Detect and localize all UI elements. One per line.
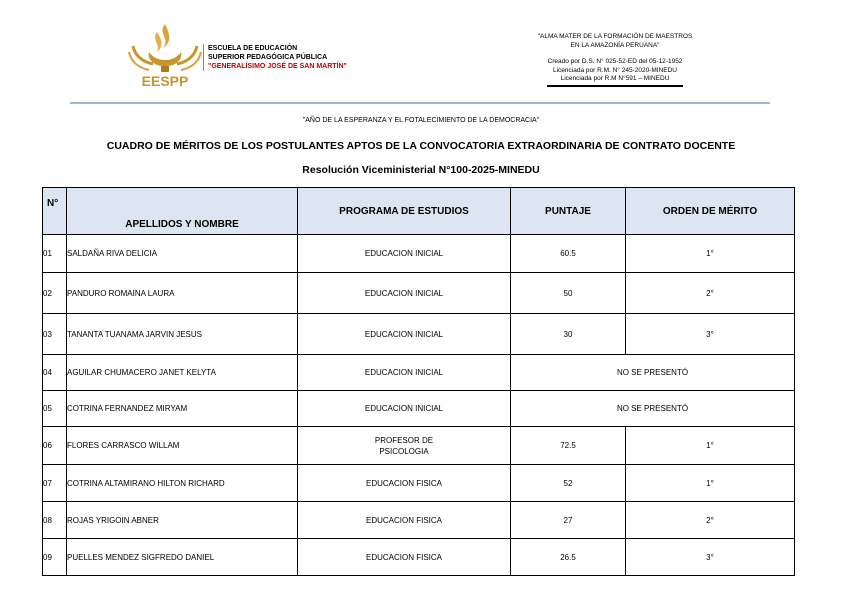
- table-row: [43, 391, 795, 427]
- document-subtitle: Resolución Viceministerial N°100-2025-MINEDU: [302, 164, 540, 176]
- row-puntaje: 50: [511, 273, 626, 314]
- row-puntaje: 27: [511, 502, 626, 539]
- table-row: [43, 273, 795, 314]
- row-programa: EDUCACION FISICA: [298, 502, 511, 539]
- row-status: NO SE PRESENTÓ: [511, 355, 795, 391]
- license-2: Licenciada por R.M N°591 – MINEDU: [547, 75, 684, 87]
- school-name-block: [203, 44, 347, 71]
- table-row: [43, 235, 795, 273]
- motto-line-2: EN LA AMAZONÍA PERUANA": [570, 41, 660, 49]
- row-num: 01: [43, 235, 67, 273]
- row-puntaje: 60.5: [511, 235, 626, 273]
- row-num: 03: [43, 314, 67, 355]
- table-row: [43, 314, 795, 355]
- table-row: [43, 539, 795, 576]
- row-nombre: FLORES CARRASCO WILLAM: [67, 427, 298, 465]
- row-orden: 2°: [626, 273, 795, 314]
- row-puntaje: 52: [511, 465, 626, 502]
- row-programa: EDUCACION INICIAL: [298, 314, 511, 355]
- table-row: [43, 502, 795, 539]
- merit-table: [42, 187, 795, 576]
- document-title: CUADRO DE MÉRITOS DE LOS POSTULANTES APTOS DE LA CONVOCATORIA EXTRAORDINARIA DE CONTRATO DOCENTE: [106, 140, 736, 152]
- row-nombre: COTRINA FERNANDEZ MIRYAM: [67, 391, 298, 427]
- row-programa: EDUCACION INICIAL: [298, 273, 511, 314]
- row-programa: [298, 427, 511, 465]
- row-programa-line1: PROFESOR DE: [374, 435, 434, 445]
- row-num: 08: [43, 502, 67, 539]
- table-row: [43, 355, 795, 391]
- row-orden: 1°: [626, 465, 795, 502]
- row-nombre: TANANTA TUANAMA JARVIN JESUS: [67, 314, 298, 355]
- row-programa: EDUCACION INICIAL: [298, 235, 511, 273]
- row-programa: EDUCACION INICIAL: [298, 391, 511, 427]
- row-num: 07: [43, 465, 67, 502]
- row-programa: EDUCACION INICIAL: [298, 355, 511, 391]
- row-orden: 1°: [626, 427, 795, 465]
- motto-line-1: "ALMA MATER DE LA FORMACIÓN DE MAESTROS: [537, 33, 693, 40]
- institution-logo: [127, 22, 203, 90]
- table-row: [43, 427, 795, 465]
- row-num: 05: [43, 391, 67, 427]
- row-num: 06: [43, 427, 67, 465]
- table-header-row: [43, 188, 795, 235]
- logo-text: EESPP: [141, 73, 189, 89]
- row-puntaje: 26.5: [511, 539, 626, 576]
- header-divider: [70, 102, 770, 104]
- header-nombre: APELLIDOS Y NOMBRE: [67, 188, 298, 235]
- row-nombre: PANDURO ROMAINA LAURA: [67, 273, 298, 314]
- row-nombre: SALDAÑA RIVA DELICIA: [67, 235, 298, 273]
- institution-info: [520, 33, 710, 87]
- row-orden: 3°: [626, 314, 795, 355]
- row-nombre: AGUILAR CHUMACERO JANET KELYTA: [67, 355, 298, 391]
- row-orden: 2°: [626, 502, 795, 539]
- row-num: 09: [43, 539, 67, 576]
- row-orden: 1°: [626, 235, 795, 273]
- year-motto: "AÑO DE LA ESPERANZA Y EL FOTALECIMIENTO DE LA DEMOCRACIA": [302, 117, 540, 124]
- row-num: 02: [43, 273, 67, 314]
- row-num: 04: [43, 355, 67, 391]
- header-programa: PROGRAMA DE ESTUDIOS: [298, 188, 511, 235]
- row-status: NO SE PRESENTÓ: [511, 391, 795, 427]
- row-puntaje: 30: [511, 314, 626, 355]
- table-row: [43, 465, 795, 502]
- row-programa-line2: PSICOLOGIA: [379, 446, 429, 456]
- school-name: "GENERALÍSIMO JOSÉ DE SAN MARTÍN": [208, 63, 347, 70]
- row-programa: EDUCACION FISICA: [298, 539, 511, 576]
- row-nombre: COTRINA ALTAMIRANO HILTON RICHARD: [67, 465, 298, 502]
- header-puntaje: PUNTAJE: [511, 188, 626, 235]
- license-1: Licenciada por R.M. N° 245-2020-MINEDU: [553, 66, 677, 74]
- row-orden: 3°: [626, 539, 795, 576]
- row-nombre: PUELLES MENDEZ SIGFREDO DANIEL: [67, 539, 298, 576]
- creation-decree: Creado por D.S. N° 025-52-ED del 05-12-1952: [547, 58, 683, 65]
- row-programa: EDUCACION FISICA: [298, 465, 511, 502]
- header-num: N°: [43, 188, 67, 235]
- row-nombre: ROJAS YRIGOIN ABNER: [67, 502, 298, 539]
- school-line-2: SUPERIOR PEDAGÓGICA PÚBLICA: [208, 54, 328, 61]
- row-puntaje: 72.5: [511, 427, 626, 465]
- header-orden: ORDEN DE MÉRITO: [626, 188, 795, 235]
- school-line-1: ESCUELA DE EDUCACIÓN: [208, 45, 298, 52]
